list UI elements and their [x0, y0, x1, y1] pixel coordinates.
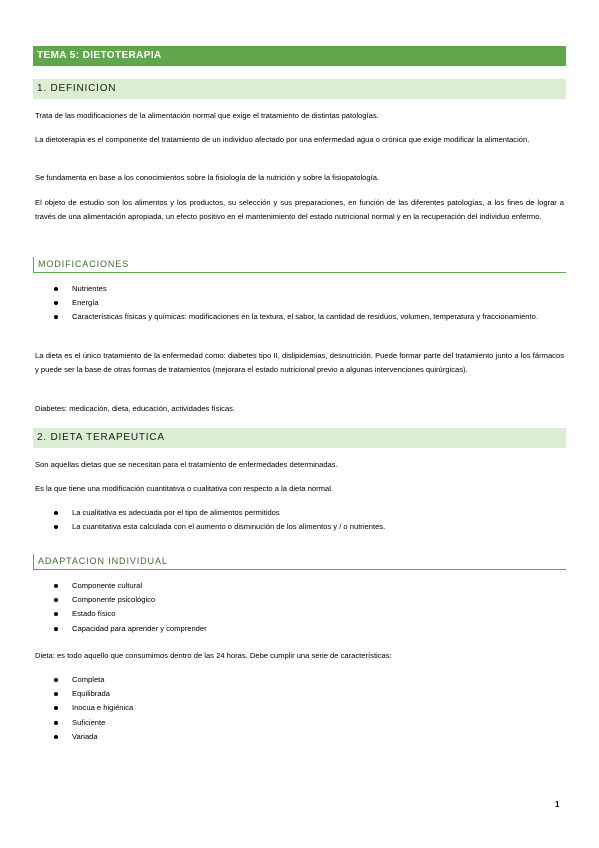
- paragraph: El objeto de estudio son los alimentos y los productos, su selección y sus preparaciones, en función de las diferentes patologías, a los fines de lograr a través de una alimentación apropiada, un efecto positivo en el mantenimiento del estado nutricional normal y en la recuperación del individuo enfermo.: [35, 198, 564, 222]
- list-item: La cualitativa es adecuada por el tipo de alimentos permitidos: [35, 506, 564, 520]
- list-item: Características físicas y químicas: modificaciones en la textura, el sabor, la cantidad de residuos, volumen, temperatura y fraccionamiento.: [35, 310, 564, 324]
- subsection-heading-adaptacion-individual: ADAPTACION INDIVIDUAL: [33, 554, 566, 570]
- list-item: Componente psicológico: [35, 593, 564, 607]
- paragraph: Son aquellas dietas que se necesitan para el tratamiento de enfermedades determinadas.: [35, 460, 338, 469]
- bullet-list-modificaciones: [35, 282, 564, 325]
- bullet-list-dieta-terapeutica: [35, 506, 564, 534]
- list-item: Variada: [35, 730, 564, 744]
- list-item: La cuantitativa esta calculada con el aumento o disminución de los alimentos y / o nutrientes.: [35, 520, 564, 534]
- bullet-list-caracteristicas: [35, 673, 564, 744]
- paragraph: Se fundamenta en base a los conocimientos sobre la fisiología de la nutrición y sobre la fisiopatología.: [35, 173, 380, 182]
- paragraph: La dietoterapia es el componente del tratamiento de un individuo afectado por una enfermedad agua o crónica que exige modificar la alimentación.: [35, 135, 530, 144]
- paragraph: Diabetes: medicación, dieta, educación, actividades físicas.: [35, 404, 236, 413]
- page-number: 1: [555, 800, 560, 809]
- paragraph: Dieta: es todo aquello que consumimos dentro de las 24 horas. Debe cumplir una serie de características:: [35, 651, 392, 660]
- list-item: Suficiente: [35, 716, 564, 730]
- section-heading-dieta-terapeutica: 2. DIETA TERAPEUTICA: [33, 428, 566, 448]
- subsection-heading-modificaciones: MODIFICACIONES: [33, 257, 566, 273]
- bullet-list-adaptacion: [35, 579, 564, 636]
- list-item: Estado físico: [35, 607, 564, 621]
- list-item: Completa: [35, 673, 564, 687]
- list-item: Energía: [35, 296, 564, 310]
- list-item: Nutrientes: [35, 282, 564, 296]
- paragraph: Es la que tiene una modificación cuantitativa o cualitativa con respecto a la dieta normal.: [35, 484, 334, 493]
- document-title: TEMA 5: DIETOTERAPIA: [33, 46, 566, 66]
- list-item: Capacidad para aprender y comprender: [35, 622, 564, 636]
- paragraph: Trata de las modificaciones de la alimentación normal que exige el tratamiento de distintas patologías.: [35, 111, 379, 120]
- section-heading-definicion: 1. DEFINICION: [33, 79, 566, 99]
- paragraph: La dieta es el único tratamiento de la enfermedad como: diabetes tipo II, dislipidemias, desnutrición. Puede formar parte del tratamiento junto a los fármacos y puede ser la base de otras formas de tratamientos (mejorara el estado nutricional previo a algunas intervenciones quirúrgicas).: [35, 351, 564, 375]
- list-item: Componente cultural: [35, 579, 564, 593]
- list-item: Equilibrada: [35, 687, 564, 701]
- list-item: Inocua e higiénica: [35, 701, 564, 715]
